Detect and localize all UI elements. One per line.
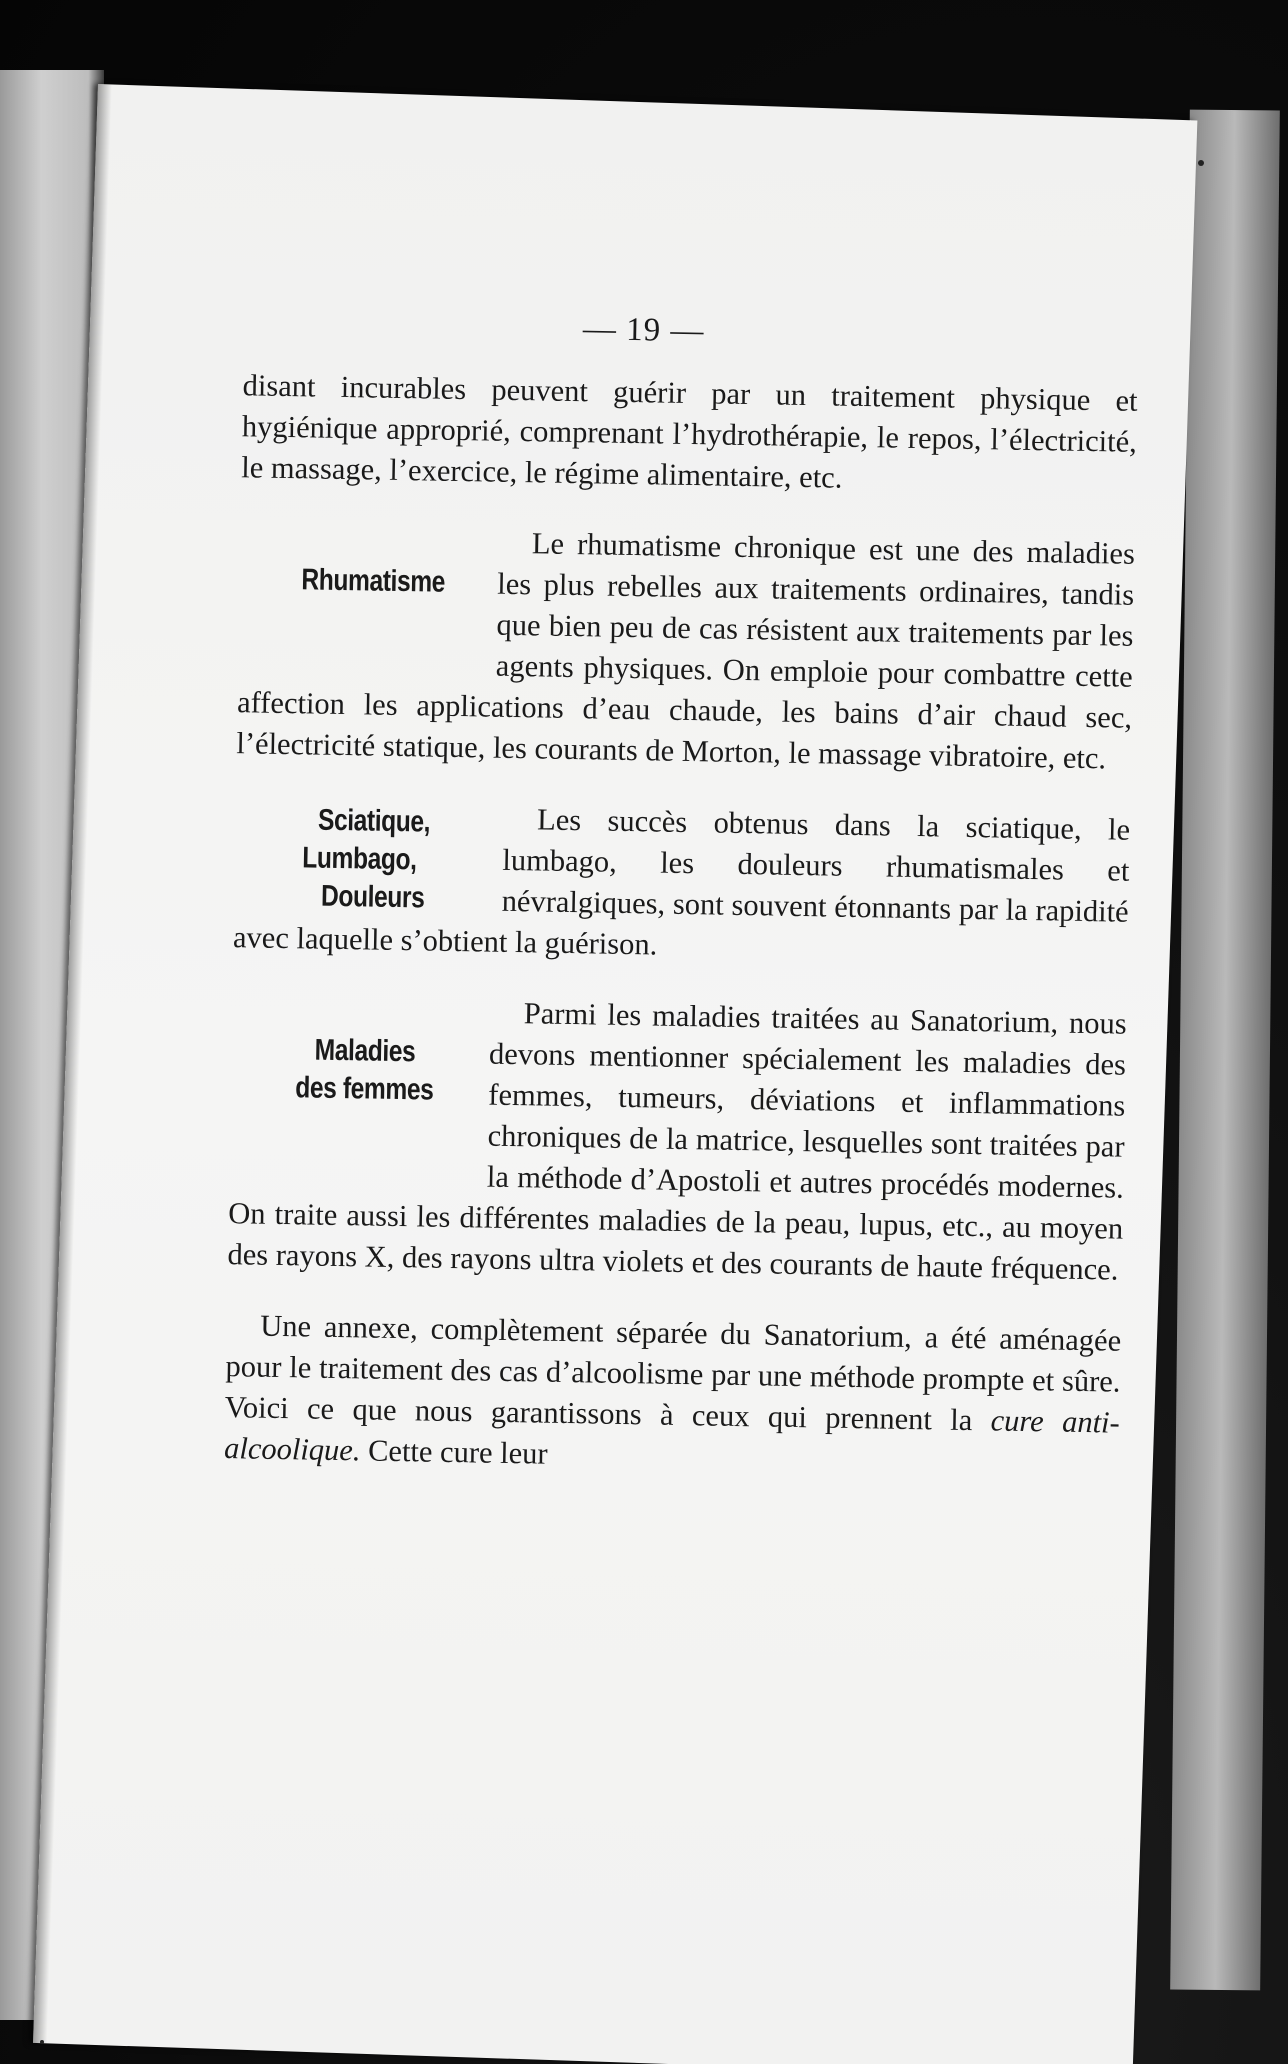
book-page xyxy=(33,84,1197,2064)
margin-heading-rhumatisme-text: Rhumatisme xyxy=(301,563,446,599)
margin-heading-sciatique xyxy=(256,801,463,915)
paragraph-rhumatisme-text: Le rhumatisme chronique est une des maladies les plus rebelles aux traitements ordinaires, tandis que bien peu de cas résistent aux traitements par les agents physiques. On emploie pour combattre cette affection les applications d’eau chaude, les bains d’air chaud sec, l’électricité statique, les courants de Morton, le massage vibratoire, etc. xyxy=(236,526,1136,776)
paragraph-maladies-femmes-text: Parmi les maladies traitées au Sanatorium, nous devons mentionner spécialement les maladies des femmes, tumeurs, déviations et inflammations chroniques de la matrice, lesquelles sont traitées par la méthode d’Apostoli et autres procédés modernes. On traite aussi les différentes maladies de la peau, lupus, etc., au moyen des rayons X, des rayons ultra violets et des courants de haute fréquence. xyxy=(227,996,1127,1287)
paragraph-annexe-end: Cette cure leur xyxy=(360,1433,548,1471)
page-text-block xyxy=(64,93,1198,2064)
page-number: — 19 — xyxy=(582,311,705,350)
margin-heading-rhumatisme xyxy=(259,561,458,684)
dust-speck xyxy=(1198,160,1204,166)
margin-heading-sciatique-line2: Douleurs xyxy=(320,879,425,915)
paragraph-annexe xyxy=(224,1305,1122,1485)
paragraph-rhumatisme xyxy=(236,518,1135,780)
paragraph-maladies-femmes xyxy=(227,988,1127,1291)
margin-heading-maladies-line1: Maladies xyxy=(314,1033,416,1069)
margin-heading-sciatique-line1: Sciatique, Lumbago, xyxy=(302,803,431,877)
margin-heading-maladies-femmes xyxy=(250,1030,450,1193)
dust-speck xyxy=(40,2040,44,2044)
paragraph-annexe-text: Une annexe, complètement séparée du Sanatorium, a été aménagée pour le traitement des cas d’alcoolisme par une méthode prompte et sûre. Voici ce que nous garantissons à ceux qui prennent la xyxy=(224,1308,1122,1438)
margin-heading-maladies-line2: des femmes xyxy=(295,1071,434,1107)
paragraph-sciatique xyxy=(233,794,1131,974)
paragraph-sciatique-text: Les succès obtenus dans la sciatique, le lumbago, les douleurs rhumatismales et névralgiques, sont souvent étonnants par la rapidité avec laquelle s’obtient la guérison. xyxy=(232,802,1131,962)
text-column xyxy=(223,365,1138,1514)
paragraph-continuation: disant incurables peuvent guérir par un traitement physique et hygiénique approprié, comprenant l’hydrothérapie, le repos, l’électricité, le massage, l’exercice, le régime alimentaire, etc. xyxy=(240,368,1138,495)
italic-cure-anti-alcoolique: cure anti-alcoolique. xyxy=(223,1403,1121,1468)
